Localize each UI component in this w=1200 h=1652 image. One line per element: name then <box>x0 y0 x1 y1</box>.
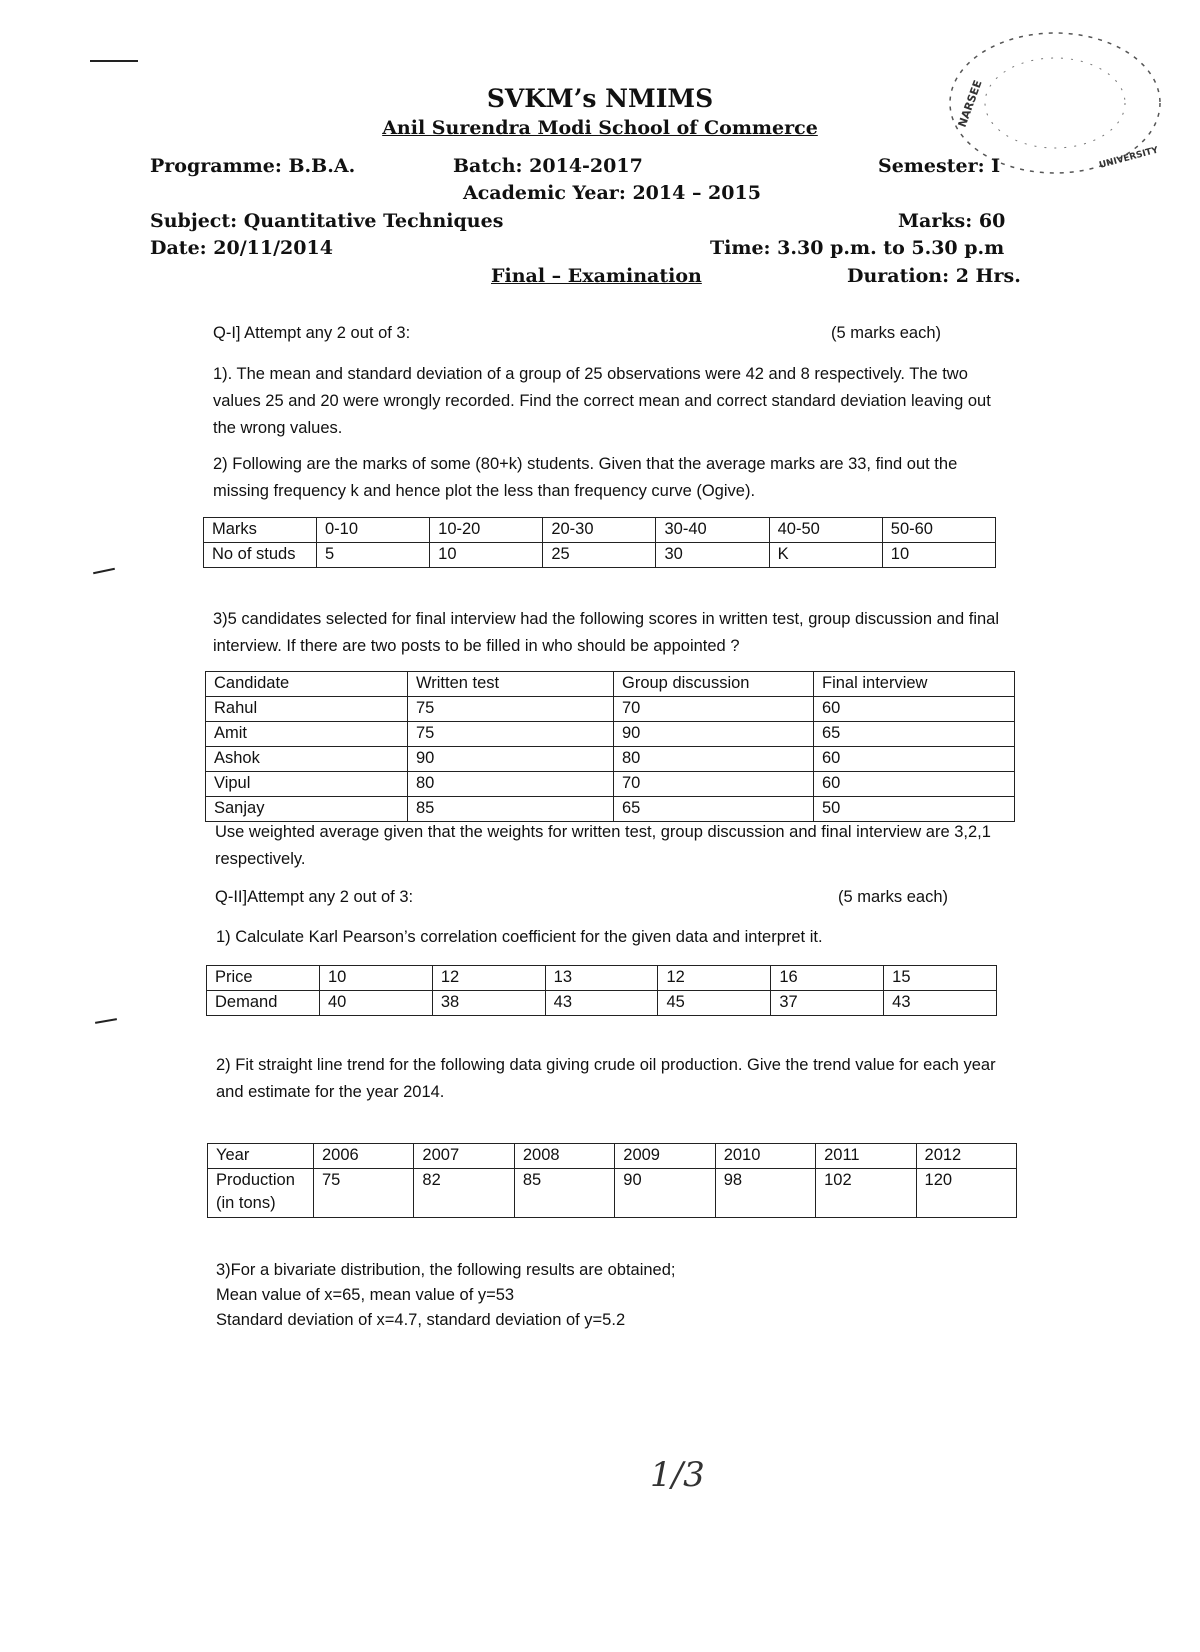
table-cell: 40 <box>320 991 433 1016</box>
table-cell: Group discussion <box>614 672 814 697</box>
section2-question-2: 2) Fit straight line trend for the following data giving crude oil production. Give the trend value for each year and estimate for the year 2014. <box>216 1056 996 1101</box>
table-cell: 2009 <box>615 1144 715 1169</box>
table-cell: 75 <box>314 1169 414 1218</box>
section1-marks-note: (5 marks each) <box>831 324 942 342</box>
academic-year: Academic Year: 2014 – 2015 <box>463 182 761 204</box>
table-cell: 12 <box>432 966 545 991</box>
table-cell: 2008 <box>514 1144 614 1169</box>
table-cell: 2012 <box>916 1144 1016 1169</box>
margin-mark <box>90 60 138 62</box>
table-row <box>207 966 997 991</box>
table-cell: 38 <box>432 991 545 1016</box>
table-cell: 45 <box>658 991 771 1016</box>
school-name <box>0 117 1200 139</box>
table-row <box>207 991 997 1016</box>
table-cell: 15 <box>884 966 997 991</box>
section2-question-3-line-1: 3)For a bivariate distribution, the following results are obtained; <box>216 1261 676 1279</box>
table-row <box>206 772 1015 797</box>
table-cell: 120 <box>916 1169 1016 1218</box>
table-cell: Production (in tons) <box>208 1169 314 1218</box>
table-cell: 102 <box>816 1169 916 1218</box>
semester: Semester: I <box>878 155 1001 177</box>
table-cell: 10 <box>882 543 995 568</box>
table-cell: 50-60 <box>882 518 995 543</box>
table-cell: 16 <box>771 966 884 991</box>
table-cell: 60 <box>814 697 1015 722</box>
table-cell: 2010 <box>715 1144 815 1169</box>
svg-text:UNIVERSITY: UNIVERSITY <box>1098 145 1160 171</box>
table-row <box>208 1144 1017 1169</box>
table-row <box>206 722 1015 747</box>
table-cell: Ashok <box>206 747 408 772</box>
table-cell: 2006 <box>314 1144 414 1169</box>
section2-question-1: 1) Calculate Karl Pearson’s correlation coefficient for the given data and interpret it. <box>216 928 823 946</box>
table-cell: No of studs <box>204 543 317 568</box>
table-cell: 90 <box>408 747 614 772</box>
table-cell: 85 <box>514 1169 614 1218</box>
section2-marks-note: (5 marks each) <box>838 888 949 906</box>
section2-heading: Q-II]Attempt any 2 out of 3: <box>215 888 414 906</box>
table-cell: 85 <box>408 797 614 822</box>
exam-date: Date: 20/11/2014 <box>150 237 333 259</box>
margin-mark <box>93 568 115 575</box>
table-cell: 30 <box>656 543 769 568</box>
table-cell: 50 <box>814 797 1015 822</box>
section1-question-3-note: Use weighted average given that the weights for written test, group discussion and final interview are 3,2,1 respectively. <box>215 823 991 868</box>
table-cell: 10 <box>430 543 543 568</box>
table-row <box>206 672 1015 697</box>
table-cell: 65 <box>614 797 814 822</box>
section1-heading: Q-I] Attempt any 2 out of 3: <box>213 324 411 342</box>
subject: Subject: Quantitative Techniques <box>150 210 504 232</box>
table-cell: 2011 <box>816 1144 916 1169</box>
marks-frequency-table <box>203 517 996 568</box>
table-row <box>206 747 1015 772</box>
table-cell: Marks <box>204 518 317 543</box>
table-cell: Demand <box>207 991 320 1016</box>
section1-question-1: 1). The mean and standard deviation of a group of 25 observations were 42 and 8 respectively. The two values 25 and 20 were wrongly recorded. Find the correct mean and correct standard deviation leaving out the wrong values. <box>213 365 991 437</box>
total-marks: Marks: 60 <box>898 210 1006 232</box>
table-cell: 70 <box>614 697 814 722</box>
table-cell: K <box>769 543 882 568</box>
table-cell: Written test <box>408 672 614 697</box>
exam-time: Time: 3.30 p.m. to 5.30 p.m <box>710 237 1005 259</box>
table-cell: 43 <box>884 991 997 1016</box>
table-cell: 60 <box>814 772 1015 797</box>
section2-question-3-line-2: Mean value of x=65, mean value of y=53 <box>216 1286 515 1304</box>
table-cell: 60 <box>814 747 1015 772</box>
table-cell: 13 <box>545 966 658 991</box>
table-cell: Sanjay <box>206 797 408 822</box>
table-row <box>204 543 996 568</box>
table-cell: Final interview <box>814 672 1015 697</box>
institution-name: SVKM’s NMIMS <box>486 84 714 113</box>
table-cell: 70 <box>614 772 814 797</box>
table-cell: 5 <box>317 543 430 568</box>
section1-question-2: 2) Following are the marks of some (80+k) students. Given that the average marks are 33, find out the missing frequency k and hence plot the less than frequency curve (Ogive). <box>213 455 958 500</box>
table-cell: 10-20 <box>430 518 543 543</box>
candidate-scores-table <box>205 671 1015 822</box>
table-cell: Candidate <box>206 672 408 697</box>
table-cell: 43 <box>545 991 658 1016</box>
table-cell: Amit <box>206 722 408 747</box>
table-cell: 90 <box>615 1169 715 1218</box>
table-cell: 30-40 <box>656 518 769 543</box>
table-cell: 82 <box>414 1169 514 1218</box>
table-cell: 2007 <box>414 1144 514 1169</box>
page-number: 1/3 <box>650 1455 705 1495</box>
table-cell: 10 <box>320 966 433 991</box>
section1-question-3: 3)5 candidates selected for final interview had the following scores in written test, group discussion and final interview. If there are two posts to be filled in who should be appointed ? <box>213 610 1000 655</box>
table-cell: Rahul <box>206 697 408 722</box>
table-cell: 0-10 <box>317 518 430 543</box>
table-cell: 80 <box>408 772 614 797</box>
table-cell: 40-50 <box>769 518 882 543</box>
table-cell: Price <box>207 966 320 991</box>
svg-text:NARSEE: NARSEE <box>955 78 985 130</box>
table-row <box>208 1169 1017 1218</box>
programme: Programme: B.B.A. <box>150 155 356 177</box>
table-cell: 75 <box>408 722 614 747</box>
table-cell: 25 <box>543 543 656 568</box>
table-row <box>206 697 1015 722</box>
table-cell: 65 <box>814 722 1015 747</box>
school-name-text: Anil Surendra Modi School of Commerce <box>382 117 818 139</box>
table-cell: Year <box>208 1144 314 1169</box>
table-row <box>204 518 996 543</box>
table-cell: 12 <box>658 966 771 991</box>
table-cell: 20-30 <box>543 518 656 543</box>
table-cell: 98 <box>715 1169 815 1218</box>
price-demand-table <box>206 965 997 1016</box>
margin-mark <box>95 1018 117 1024</box>
section2-question-3-line-3: Standard deviation of x=4.7, standard deviation of y=5.2 <box>216 1311 626 1329</box>
table-cell: 90 <box>614 722 814 747</box>
exam-type: Final – Examination <box>491 265 702 287</box>
crude-oil-production-table <box>207 1143 1017 1218</box>
table-cell: 37 <box>771 991 884 1016</box>
table-cell: 80 <box>614 747 814 772</box>
table-cell: Vipul <box>206 772 408 797</box>
exam-duration: Duration: 2 Hrs. <box>847 265 1021 287</box>
table-row <box>206 797 1015 822</box>
table-cell: 75 <box>408 697 614 722</box>
batch: Batch: 2014-2017 <box>453 155 643 177</box>
